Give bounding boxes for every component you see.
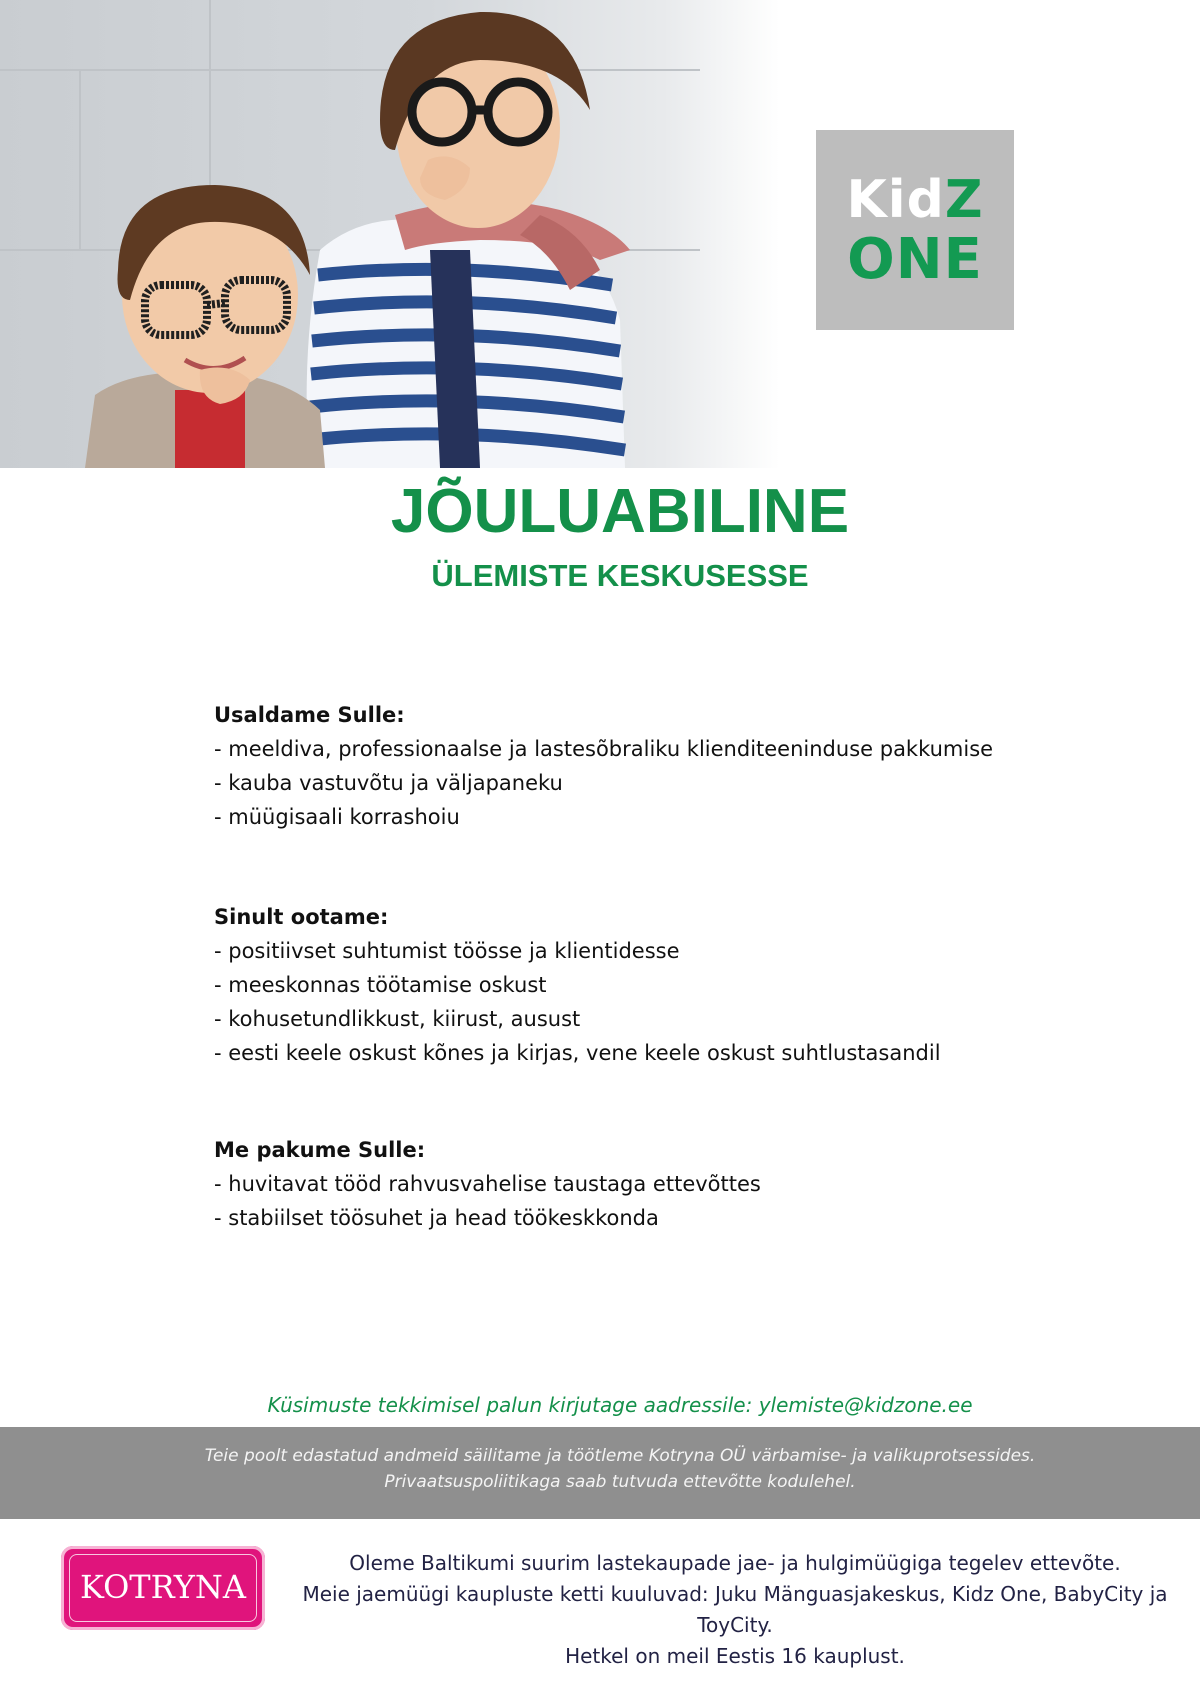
section-responsibilities: [214, 698, 1114, 834]
list-item: - eesti keele oskust kõnes ja kirjas, vene keele oskust suhtlustasandil: [214, 1041, 941, 1065]
page-subtitle: ÜLEMISTE KESKUSESSE: [431, 558, 809, 593]
section-offer: [214, 1133, 1114, 1235]
list-item: - meeldiva, professionaalse ja lastesõbraliku klienditeeninduse pakkumise: [214, 737, 994, 761]
list-item: - positiivset suhtumist töösse ja klientidesse: [214, 939, 680, 963]
page-title: JÕULUABILINE: [390, 477, 850, 546]
company-line: Oleme Baltikumi suurim lastekaupade jae- ja hulgimüügiga tegelev ettevõte.: [349, 1551, 1121, 1575]
list-item: - müügisaali korrashoiu: [214, 805, 460, 829]
requirements-list: [214, 934, 1114, 1070]
contact-line: Küsimuste tekkimisel palun kirjutage aadressile: ylemiste@kidzone.ee: [267, 1393, 973, 1417]
list-item: - stabiilset töösuhet ja head töökeskkonda: [214, 1206, 659, 1230]
section-heading: Usaldame Sulle:: [214, 703, 405, 727]
list-item: - kauba vastuvõtu ja väljapaneku: [214, 771, 563, 795]
hero-photo: [0, 0, 780, 468]
list-item: - kohusetundlikkust, kiirust, ausust: [214, 1007, 581, 1031]
section-requirements: [214, 900, 1114, 1070]
section-heading: Sinult ootame:: [214, 905, 389, 929]
logo-line-1: KidZ: [846, 170, 984, 230]
children-with-glasses-illustration: [0, 0, 780, 468]
list-item: - huvitavat tööd rahvusvahelise taustaga ettevõttes: [214, 1172, 761, 1196]
responsibilities-list: [214, 732, 1114, 834]
privacy-line-1: Teie poolt edastatud andmeid säilitame ja töötleme Kotryna OÜ värbamise- ja valikuprotsessides.: [204, 1446, 1036, 1466]
logo-line-2: ONE: [847, 227, 983, 292]
list-item: - meeskonnas töötamise oskust: [214, 973, 547, 997]
section-heading: Me pakume Sulle:: [214, 1138, 426, 1162]
company-description: [270, 1548, 1200, 1672]
privacy-notice: [0, 1427, 1200, 1519]
kotryna-logo: [61, 1546, 265, 1630]
kotryna-logo-text: KOTRYNA: [80, 1568, 246, 1606]
company-line: Meie jaemüügi kaupluste ketti kuuluvad: Juku Mänguasjakeskus, Kidz One, BabyCity ja ToyCity.: [302, 1582, 1168, 1637]
privacy-line-2: Privaatsuspoliitikaga saab tutvuda ettevõtte kodulehel.: [384, 1472, 856, 1492]
kidzone-logo: [816, 130, 1014, 330]
company-line: Hetkel on meil Eestis 16 kauplust.: [565, 1644, 905, 1668]
offer-list: [214, 1167, 1114, 1235]
